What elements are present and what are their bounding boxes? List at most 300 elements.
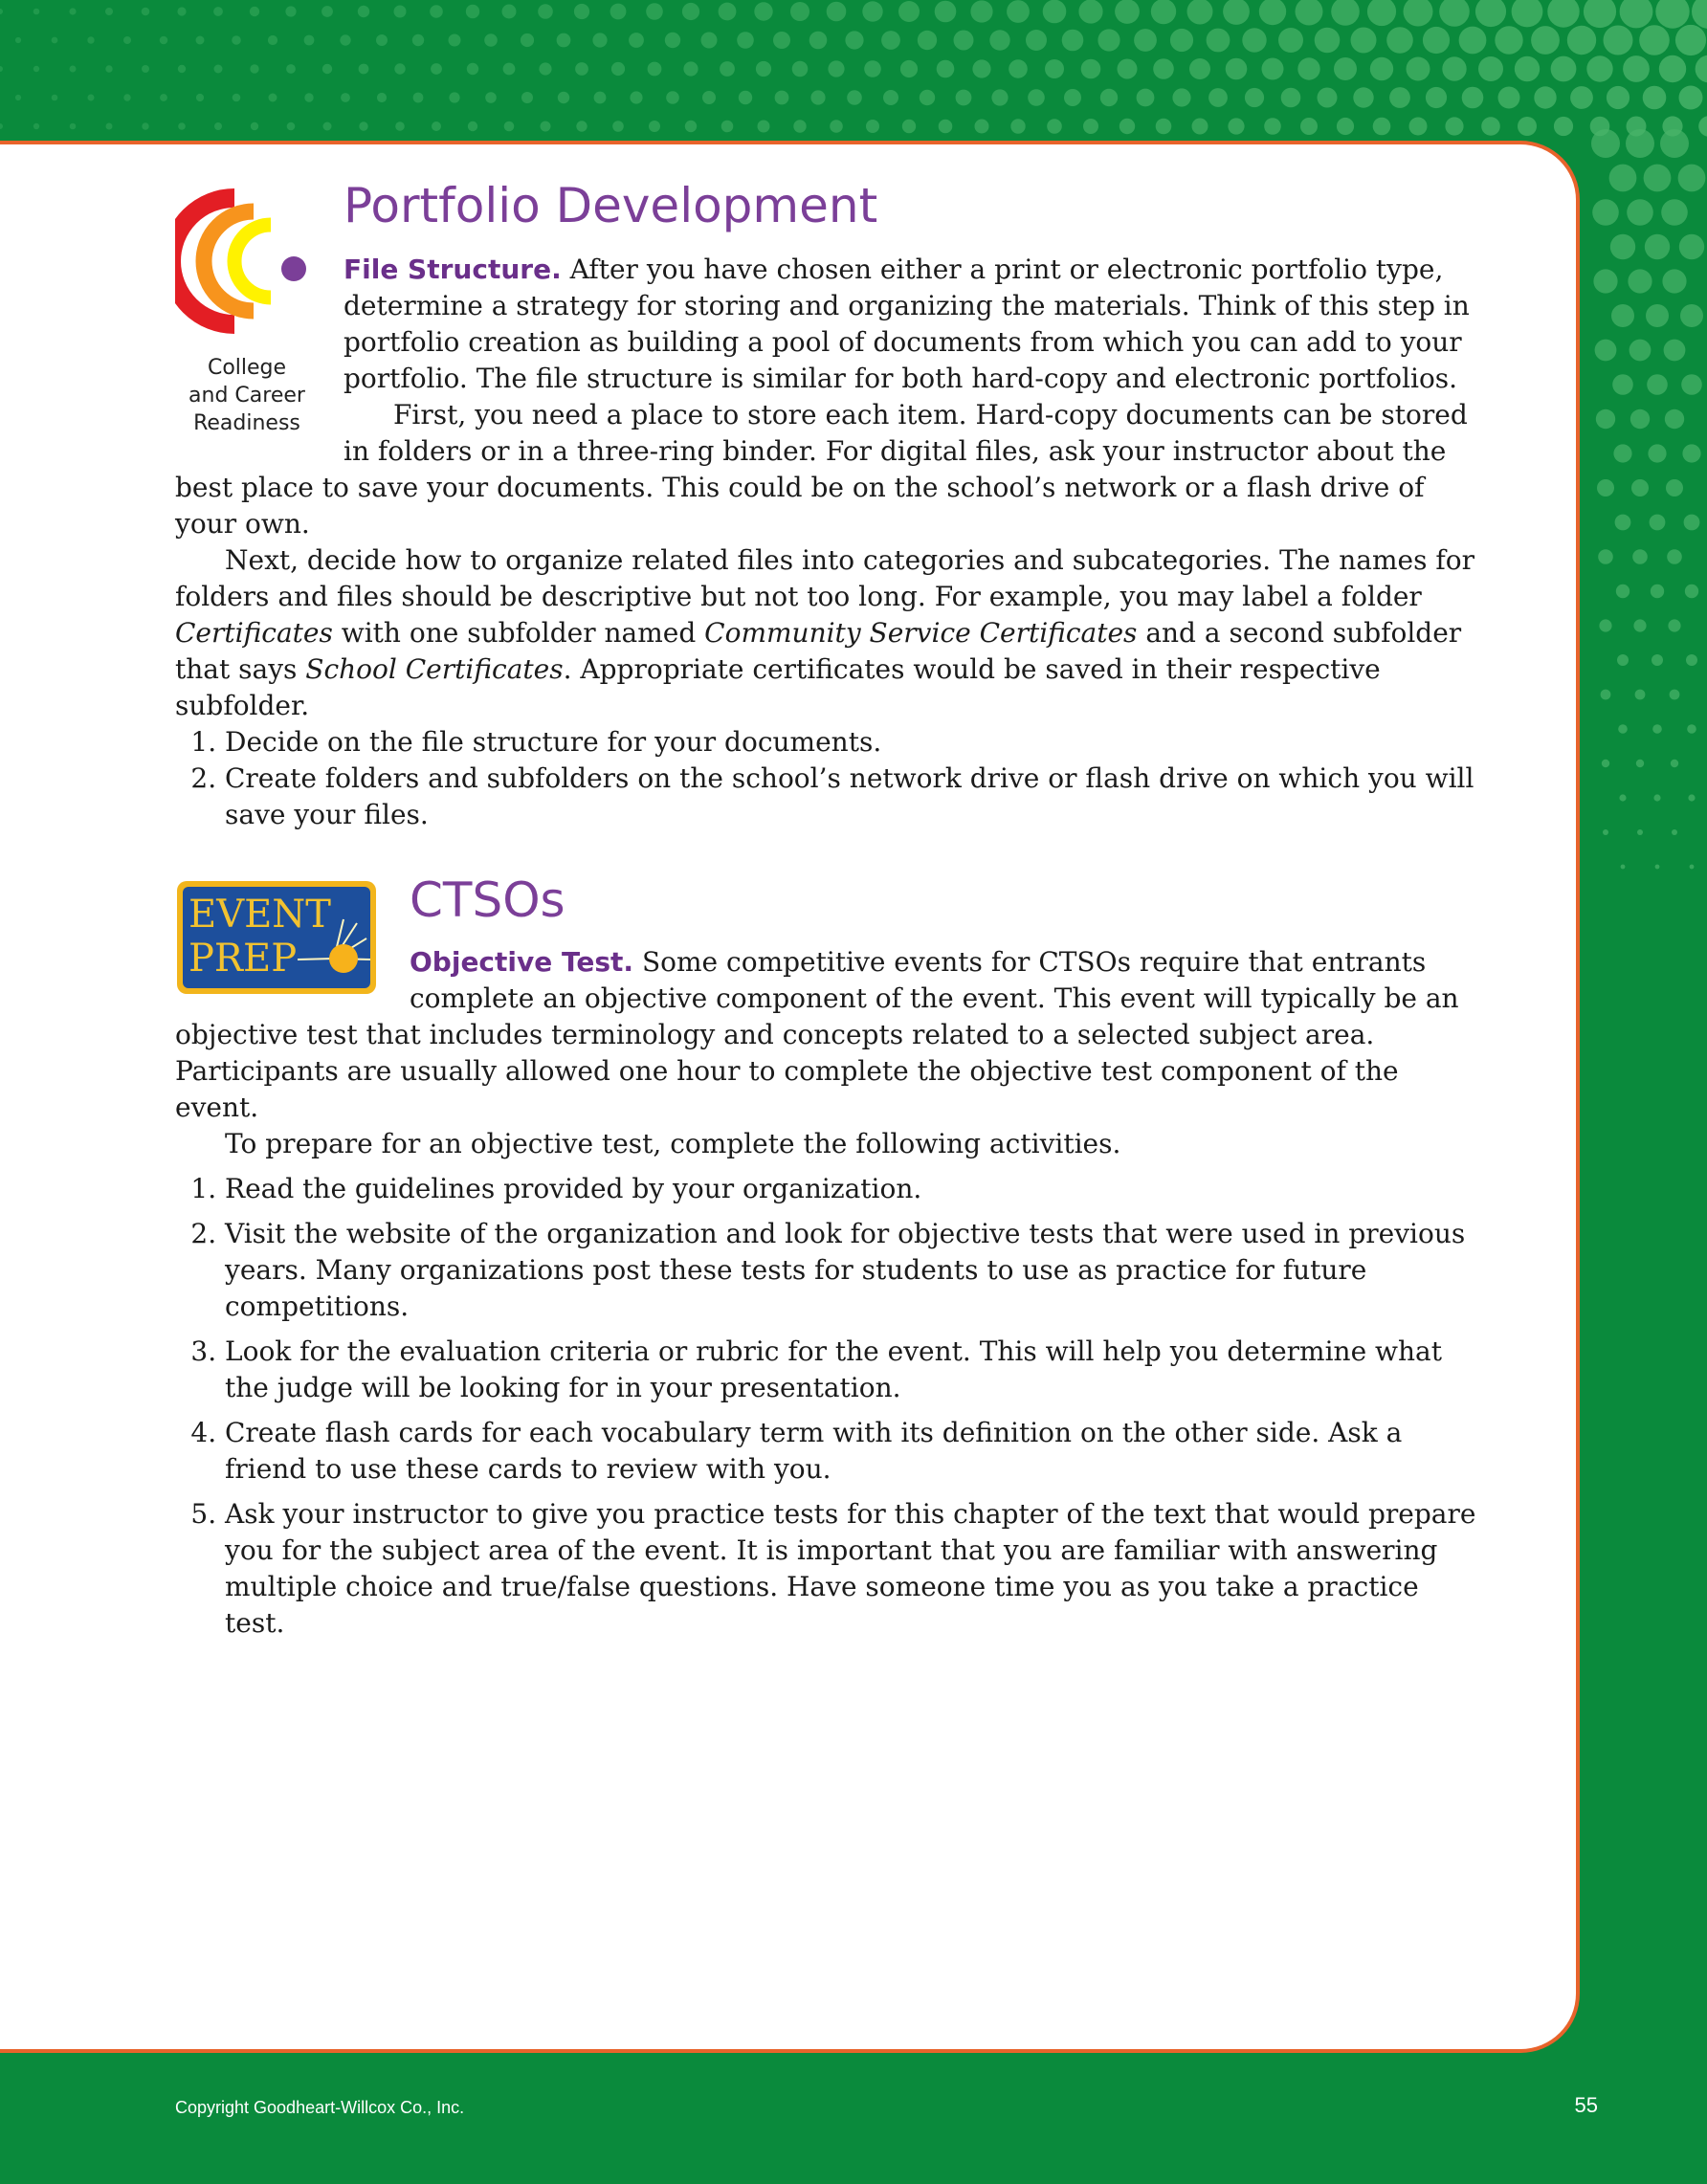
background-dot xyxy=(1373,118,1391,136)
background-dot xyxy=(1615,515,1631,531)
background-dot xyxy=(1653,794,1660,801)
background-dot xyxy=(1245,88,1264,107)
background-dot xyxy=(630,91,642,103)
background-dot xyxy=(1626,129,1654,158)
background-dot xyxy=(1690,865,1695,870)
background-dot xyxy=(1442,56,1466,80)
background-dot xyxy=(1681,374,1702,395)
background-dot xyxy=(648,62,662,77)
background-dot xyxy=(1351,28,1377,54)
background-dot xyxy=(881,31,900,50)
paragraph-text: and a second subfolder that says xyxy=(175,617,1462,685)
background-dot xyxy=(449,34,461,47)
background-dot xyxy=(1264,118,1281,135)
background-dot xyxy=(449,92,459,102)
background-dot xyxy=(1242,28,1266,52)
background-dot xyxy=(286,64,296,74)
background-dot xyxy=(790,2,809,21)
background-dot xyxy=(1598,549,1613,564)
background-dot xyxy=(105,8,113,15)
background-dot xyxy=(1679,86,1703,110)
background-dot xyxy=(665,33,680,48)
list-item: 2. Visit the website of the organization and look for objective tests that were used in previous years. Many organizations post these tests for students to use as practice for future competitions. xyxy=(225,1216,1476,1325)
lead-file-structure: File Structure. xyxy=(344,254,562,285)
background-dot xyxy=(1628,269,1652,293)
background-dot xyxy=(1156,119,1172,135)
background-dot xyxy=(1592,199,1619,226)
background-dot xyxy=(1208,88,1228,107)
background-dot xyxy=(52,95,58,101)
background-dot xyxy=(1623,55,1650,82)
background-dot xyxy=(1567,26,1596,55)
background-dot xyxy=(251,122,258,130)
background-dot xyxy=(1602,760,1609,767)
background-dot xyxy=(1643,86,1667,110)
background-dot xyxy=(485,92,497,103)
background-dot xyxy=(1686,654,1697,666)
ccr-arcs-icon xyxy=(175,179,319,346)
background-dot xyxy=(1478,56,1503,81)
background-dot xyxy=(954,31,974,51)
background-dot xyxy=(1632,549,1648,564)
background-dot xyxy=(1495,26,1522,54)
background-dot xyxy=(285,6,296,16)
page-number: 55 xyxy=(1574,2093,1598,2117)
background-dot xyxy=(395,121,405,131)
background-dot xyxy=(866,120,879,133)
background-dot xyxy=(1603,829,1608,835)
background-dot xyxy=(1692,0,1707,29)
background-dot xyxy=(15,37,21,43)
background-dot xyxy=(1100,89,1118,106)
background-dot xyxy=(177,7,186,15)
background-dot xyxy=(845,31,863,49)
background-dot xyxy=(594,92,607,104)
background-dot xyxy=(1081,59,1101,79)
background-dot xyxy=(1601,690,1611,700)
background-dot xyxy=(1331,0,1360,26)
background-dot xyxy=(1512,0,1543,27)
background-dot xyxy=(1281,88,1301,108)
background-dot xyxy=(1612,374,1633,395)
background-dot xyxy=(87,36,94,43)
background-dot xyxy=(1407,57,1430,81)
background-dot xyxy=(1534,86,1556,108)
background-dot xyxy=(432,121,441,131)
background-dot xyxy=(1118,59,1138,79)
event-prep-line1: EVENT xyxy=(188,893,331,937)
background-dot xyxy=(376,34,388,46)
background-dot xyxy=(1007,0,1030,23)
background-dot xyxy=(902,120,916,133)
background-dot xyxy=(521,33,534,47)
background-dot xyxy=(1684,515,1700,531)
background-dot xyxy=(610,4,627,20)
paragraph-organize xyxy=(175,542,1476,724)
list-item: 5. Ask your instructor to give you practice tests for this chapter of the text that would prepare you for the subject area of the event. It is important that you are familiar with answering multiple choice and true/false questions. Have someone time you as you take a practice test. xyxy=(225,1496,1476,1642)
background-dot xyxy=(898,1,920,22)
background-dot xyxy=(809,32,828,50)
background-dot xyxy=(1026,30,1047,51)
background-dot xyxy=(250,64,258,73)
background-dot xyxy=(937,60,955,78)
background-dot xyxy=(611,62,625,76)
background-dot xyxy=(666,91,679,104)
background-dot xyxy=(1028,89,1045,106)
background-dot xyxy=(503,63,516,76)
background-dot xyxy=(304,35,315,46)
background-dot xyxy=(196,36,205,45)
background-dot xyxy=(1620,0,1653,28)
background-dot xyxy=(1404,0,1433,27)
section-heading-portfolio: Portfolio Development xyxy=(344,178,878,233)
background-dot xyxy=(864,60,881,77)
background-dot xyxy=(1515,56,1540,81)
background-dot xyxy=(935,1,957,23)
background-dot xyxy=(359,64,369,75)
background-dot xyxy=(268,35,277,45)
background-dot xyxy=(1670,690,1680,700)
background-dot xyxy=(862,1,882,21)
background-dot xyxy=(1616,585,1629,598)
background-dot xyxy=(1651,585,1664,598)
background-dot xyxy=(1223,0,1250,25)
portfolio-steps-list xyxy=(175,724,1476,833)
background-dot xyxy=(1607,86,1629,109)
background-dot xyxy=(773,32,790,49)
background-dot xyxy=(1187,0,1213,25)
background-dot xyxy=(123,36,131,44)
background-dot xyxy=(1662,269,1686,293)
background-dot xyxy=(1554,117,1573,136)
background-dot xyxy=(920,90,935,105)
background-dot xyxy=(541,121,551,132)
background-dot xyxy=(304,93,313,101)
background-dot xyxy=(827,2,847,22)
background-dot xyxy=(629,33,644,48)
background-dot xyxy=(196,94,204,101)
background-dot xyxy=(0,123,3,129)
emphasis-text: Certificates xyxy=(175,617,333,649)
background-dot xyxy=(1667,549,1682,564)
background-dot xyxy=(1668,619,1680,631)
background-dot xyxy=(1334,57,1357,80)
background-dot xyxy=(830,120,843,133)
background-dot xyxy=(394,6,407,18)
background-dot xyxy=(504,121,515,132)
background-dot xyxy=(939,120,953,134)
background-dot xyxy=(1595,340,1617,362)
background-dot xyxy=(1599,619,1611,631)
background-dot xyxy=(1262,58,1284,80)
event-prep-line2: PREP xyxy=(188,937,298,981)
background-dot xyxy=(1637,829,1643,835)
background-dot xyxy=(1621,865,1626,870)
background-dot xyxy=(1062,30,1084,52)
background-dot xyxy=(1423,27,1450,54)
background-dot xyxy=(989,30,1009,50)
background-dot xyxy=(1547,0,1579,28)
background-dot xyxy=(1618,724,1628,734)
background-dot xyxy=(0,66,3,72)
background-dot xyxy=(828,60,844,77)
background-dot xyxy=(1586,55,1612,81)
background-dot xyxy=(377,93,387,102)
background-dot xyxy=(1698,116,1707,137)
background-dot xyxy=(250,7,259,16)
background-dot xyxy=(106,123,113,130)
background-dot xyxy=(1439,0,1470,27)
background-dot xyxy=(70,66,77,73)
background-dot xyxy=(574,4,589,19)
background-dot xyxy=(1409,118,1428,136)
background-dot xyxy=(918,31,937,50)
ctso-steps-list xyxy=(175,1171,1476,1642)
background-dot xyxy=(1570,86,1593,109)
background-dot xyxy=(1386,27,1413,54)
background-dot xyxy=(1064,89,1081,106)
background-dot xyxy=(1153,58,1174,79)
background-dot xyxy=(413,93,424,103)
background-dot xyxy=(1151,0,1176,24)
background-dot xyxy=(649,121,660,132)
background-dot xyxy=(1134,29,1157,52)
background-dot xyxy=(1078,0,1102,24)
background-dot xyxy=(1315,28,1341,54)
background-dot xyxy=(975,120,989,134)
background-dot xyxy=(1611,304,1634,327)
background-dot xyxy=(15,95,21,100)
background-dot xyxy=(178,122,186,130)
background-dot xyxy=(33,66,39,72)
background-dot xyxy=(1192,119,1208,135)
background-dot xyxy=(956,90,972,106)
background-dot xyxy=(557,33,571,48)
background-dot xyxy=(160,36,168,45)
background-dot xyxy=(1367,0,1396,26)
background-dot xyxy=(1172,88,1190,106)
background-dot xyxy=(756,61,771,77)
background-dot xyxy=(1655,0,1689,29)
background-dot xyxy=(33,123,39,129)
background-dot xyxy=(1678,165,1706,192)
background-dot xyxy=(1370,57,1393,80)
background-dot xyxy=(1259,0,1286,25)
list-item: 1. Decide on the file structure for your documents. xyxy=(225,724,1476,761)
background-dot xyxy=(1226,58,1248,80)
background-dot xyxy=(701,33,718,49)
paragraph-text: Some competitive events for CTSOs require that entrants complete an objective component of the event. This event will typically be an objective test that includes terminology and concepts related to a selected subject area. Participants are usually allowed one hour to complete the objective test component of the event. xyxy=(175,946,1459,1123)
background-dot xyxy=(792,61,809,77)
background-dot xyxy=(1682,444,1700,462)
background-dot xyxy=(160,94,167,101)
background-dot xyxy=(123,94,130,100)
background-dot xyxy=(576,121,587,131)
background-dot xyxy=(88,95,95,101)
background-dot xyxy=(847,90,862,105)
background-dot xyxy=(1685,585,1698,598)
background-dot xyxy=(775,91,789,105)
background-dot xyxy=(1610,234,1635,259)
paragraph-text: Next, decide how to organize related files into categories and subcategories. The names for folders and files should be descriptive but not too long. For example, you may label a folder xyxy=(175,544,1474,612)
background-dot xyxy=(1278,28,1303,53)
background-dot xyxy=(1475,0,1506,27)
list-item: 2. Create folders and subfolders on the school’s network drive or flash drive on which you will save your files. xyxy=(225,761,1476,833)
background-dot xyxy=(1115,0,1140,24)
ccr-label xyxy=(175,354,319,437)
background-dot xyxy=(1646,304,1669,327)
background-dot xyxy=(1459,27,1487,55)
background-dot xyxy=(1228,118,1244,134)
background-dot xyxy=(431,63,442,75)
background-dot xyxy=(287,122,296,131)
background-dot xyxy=(810,90,825,104)
background-dot xyxy=(1661,199,1688,226)
background-dot xyxy=(466,5,479,18)
event-prep-logo xyxy=(175,873,378,1002)
background-dot xyxy=(1619,794,1626,801)
background-dot xyxy=(484,33,498,47)
background-dot xyxy=(430,5,443,18)
background-dot xyxy=(1629,340,1652,362)
background-dot xyxy=(142,122,148,129)
background-dot xyxy=(322,64,332,74)
background-dot xyxy=(972,59,990,77)
background-dot xyxy=(1462,87,1484,109)
background-dot xyxy=(1635,690,1646,700)
background-dot xyxy=(1604,26,1633,55)
background-dot xyxy=(1680,304,1703,327)
background-dot xyxy=(1633,619,1646,631)
background-dot xyxy=(1650,515,1666,531)
background-dot xyxy=(321,6,333,17)
background-dot xyxy=(1631,479,1649,496)
background-dot xyxy=(232,35,241,45)
background-dot xyxy=(1296,0,1323,26)
background-dot xyxy=(702,91,716,104)
list-item: 1. Read the guidelines provided by your organization. xyxy=(225,1171,1476,1207)
background-dot xyxy=(1627,199,1653,226)
background-dot xyxy=(538,4,553,19)
background-dot xyxy=(612,121,624,132)
background-dot xyxy=(394,63,405,74)
background-dot xyxy=(539,62,551,75)
emphasis-text: Community Service Certificates xyxy=(704,617,1138,649)
background-dot xyxy=(214,65,223,74)
background-dot xyxy=(358,6,369,17)
background-dot xyxy=(1617,654,1629,666)
background-dot xyxy=(1660,129,1689,158)
background-dot xyxy=(883,90,898,105)
background-dot xyxy=(1426,87,1447,108)
background-dot xyxy=(1609,165,1637,192)
background-dot xyxy=(1597,479,1614,496)
paragraph-file-structure xyxy=(175,252,1476,397)
background-dot xyxy=(142,8,150,16)
ccr-label-line: College xyxy=(207,356,287,380)
ccr-label-line: and Career xyxy=(188,384,305,408)
background-dot xyxy=(341,93,350,102)
background-dot xyxy=(1518,117,1537,136)
background-dot xyxy=(1318,88,1338,108)
background-dot xyxy=(142,65,149,73)
background-dot xyxy=(467,63,478,75)
background-dot xyxy=(1688,794,1695,801)
background-dot xyxy=(1687,724,1696,734)
background-dot xyxy=(1675,25,1706,55)
background-dot xyxy=(412,34,424,46)
background-dot xyxy=(1009,59,1028,78)
background-dot xyxy=(991,89,1008,105)
background-dot xyxy=(592,33,607,47)
background-dot xyxy=(1664,340,1686,362)
background-dot xyxy=(1297,57,1319,79)
background-dot xyxy=(1636,760,1644,767)
background-dot xyxy=(1665,409,1684,429)
background-dot xyxy=(1137,89,1155,107)
background-dot xyxy=(213,7,223,16)
background-dot xyxy=(720,61,735,77)
paragraph-storage: First, you need a place to store each item. Hard-copy documents can be stored in folders or in a three-ring binder. For digital files, ask your instructor about the best place to save your documents. This could be on the school’s network or a flash drive of your own. xyxy=(175,399,1468,540)
background-dot xyxy=(1672,829,1677,835)
background-dot xyxy=(1648,444,1666,462)
background-dot xyxy=(1445,117,1463,135)
background-dot xyxy=(721,121,734,133)
background-dot xyxy=(1043,0,1067,23)
background-dot xyxy=(1645,234,1670,259)
background-dot xyxy=(0,9,3,14)
background-dot xyxy=(754,2,772,20)
background-dot xyxy=(758,121,770,133)
background-dot xyxy=(1481,117,1500,136)
background-dot xyxy=(468,121,477,131)
background-dot xyxy=(1679,234,1704,259)
background-dot xyxy=(1010,119,1025,133)
background-dot xyxy=(33,9,40,15)
background-dot xyxy=(1644,165,1672,192)
paragraph-text: After you have chosen either a print or electronic portfolio type, determine a strategy for storing and organizing the materials. Think of this step in portfolio creation as building a pool of documents from which you can add to your portfolio. The file structure is similar for both hard-copy and electronic portfolios. xyxy=(344,254,1470,394)
background-dot xyxy=(1584,0,1616,28)
background-dot xyxy=(685,121,697,132)
background-dot xyxy=(69,8,76,14)
paragraph-text: . Appropriate certificates would be saved in their respective subfolder. xyxy=(175,653,1381,721)
background-dot xyxy=(1389,87,1410,108)
lead-objective-test: Objective Test. xyxy=(410,946,634,978)
background-dot xyxy=(323,122,332,131)
background-dot xyxy=(1047,119,1062,134)
background-dot xyxy=(269,94,277,102)
background-dot xyxy=(1097,29,1120,51)
background-dot xyxy=(1300,118,1318,135)
background-dot xyxy=(1655,865,1660,870)
background-dot xyxy=(737,32,754,49)
college-career-readiness-logo xyxy=(175,179,328,456)
ccr-label-line: Readiness xyxy=(193,411,300,435)
background-dot xyxy=(52,37,58,44)
background-dot xyxy=(970,0,992,22)
background-dot xyxy=(793,120,806,132)
background-dot xyxy=(1630,409,1650,429)
background-dot xyxy=(1639,25,1670,55)
background-dot xyxy=(1666,479,1683,496)
list-item: 3. Look for the evaluation criteria or rubric for the event. This will help you determine what the judge will be looking for in your presentation. xyxy=(225,1334,1476,1406)
background-dot xyxy=(1593,269,1617,293)
background-dot xyxy=(1696,55,1707,83)
background-dot xyxy=(70,123,77,130)
background-dot xyxy=(1551,56,1577,82)
background-dot xyxy=(1652,654,1663,666)
emphasis-text: School Certificates xyxy=(305,653,564,685)
